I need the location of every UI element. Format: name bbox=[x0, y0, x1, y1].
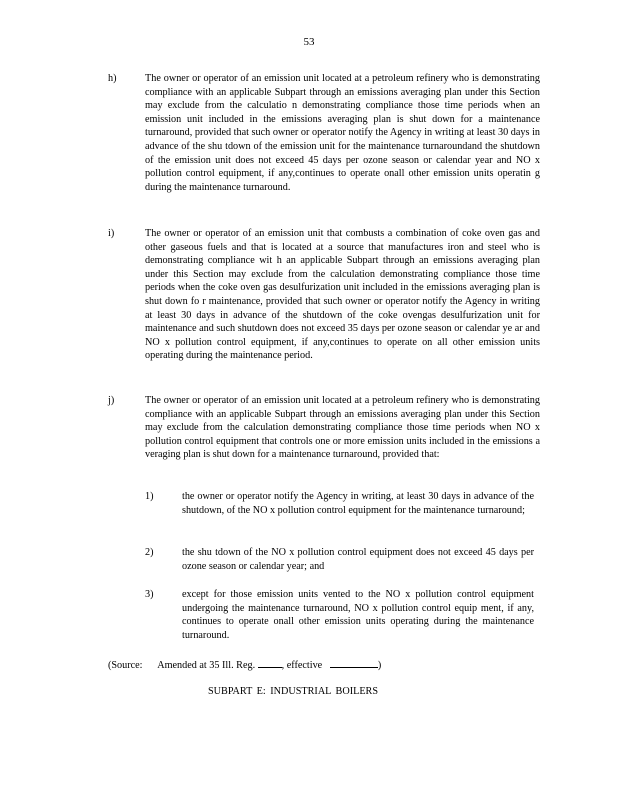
subpart-heading: SUBPART E: INDUSTRIAL BOILERS bbox=[208, 686, 379, 697]
paragraph-label: j) bbox=[108, 395, 115, 406]
paragraph-text: The owner or operator of an emission unit that combusts a combination of coke oven gas and other gaseous fuels and that is located at a source that manufactures iron and steel who is demonstrating compliance wit h an applicable Subpart through an emissions averaging plan under this Section may exclude from the calculation demonstrating compliance those time periods when the coke oven gas desulfurization unit included in the emissions averaging plan is shut down fo r maintenance, provided that such owner or operator notify the Agency in writing at least 30 days in advance of the shutdown of the coke ovengas desulfurization unit for maintenance and such shutdown does not exceed 35 days per ozone season or calendar ye ar and NO x pollution control equipment, if any,continues to operate on all other emission units operating during the maintenance period. bbox=[145, 228, 540, 362]
register-blank bbox=[258, 658, 282, 668]
paragraph-label: h) bbox=[108, 73, 117, 84]
subparagraph-text: except for those emission units vented to the NO x pollution control equipment undergoing the maintenance turnaround, NO x pollution control equip ment, if any, continues to operate onall other emission units operating during the maintenance turnaround. bbox=[182, 589, 534, 641]
paragraph-label: i) bbox=[108, 228, 115, 239]
paragraph-text: The owner or operator of an emission unit located at a petroleum refinery who is demonstrating compliance with an applicable Subpart through an emissions averaging plan under this Section may exclude from the calculatio n demonstrating compliance those time periods when an emission unit included in the emissions averaging plan is shut down for a maintenance turnaround, provided that such owner or operator notify the Agency in writing at least 30 days in advance of the shu tdown of the emission unit for the maintenance turnaroundand the shutdown of the emission unit does not exceed 45 days per ozone season or calendar year and NO x pollution control equipment, if any,continues to operate onall other emission units operatin g during the maintenance turnaround. bbox=[145, 73, 540, 193]
page-number: 53 bbox=[303, 36, 315, 48]
subparagraph-label: 2) bbox=[145, 547, 154, 558]
subparagraph-text: the owner or operator notify the Agency in writing, at least 30 days in advance of the shutdown, of the NO x pollution control equipment for the maintenance turnaround; bbox=[182, 491, 534, 516]
paragraph-text: The owner or operator of an emission unit located at a petroleum refinery who is demonstrating compliance with an applicable Subpart through an emissions averaging plan under this Section may exclude from the calculation demonstrating compliance those time periods when NO x pollution control equipment that controls one or more emission units included in the emissions a veraging plan is shut down for a maintenance turnaround, provided that: bbox=[145, 395, 540, 461]
effective-date-blank bbox=[330, 658, 378, 668]
subparagraph-label: 3) bbox=[145, 589, 154, 600]
source-effective: , effective bbox=[281, 660, 323, 671]
source-note bbox=[108, 658, 381, 671]
subparagraph-label: 1) bbox=[145, 491, 154, 502]
source-prefix: (Source: bbox=[108, 660, 143, 671]
subparagraph-text: the shu tdown of the NO x pollution control equipment does not exceed 45 days per ozone season or calendar year; and bbox=[182, 547, 534, 572]
source-amended: Amended at 35 Ill. Reg. bbox=[157, 660, 256, 671]
source-suffix: ) bbox=[377, 660, 382, 671]
